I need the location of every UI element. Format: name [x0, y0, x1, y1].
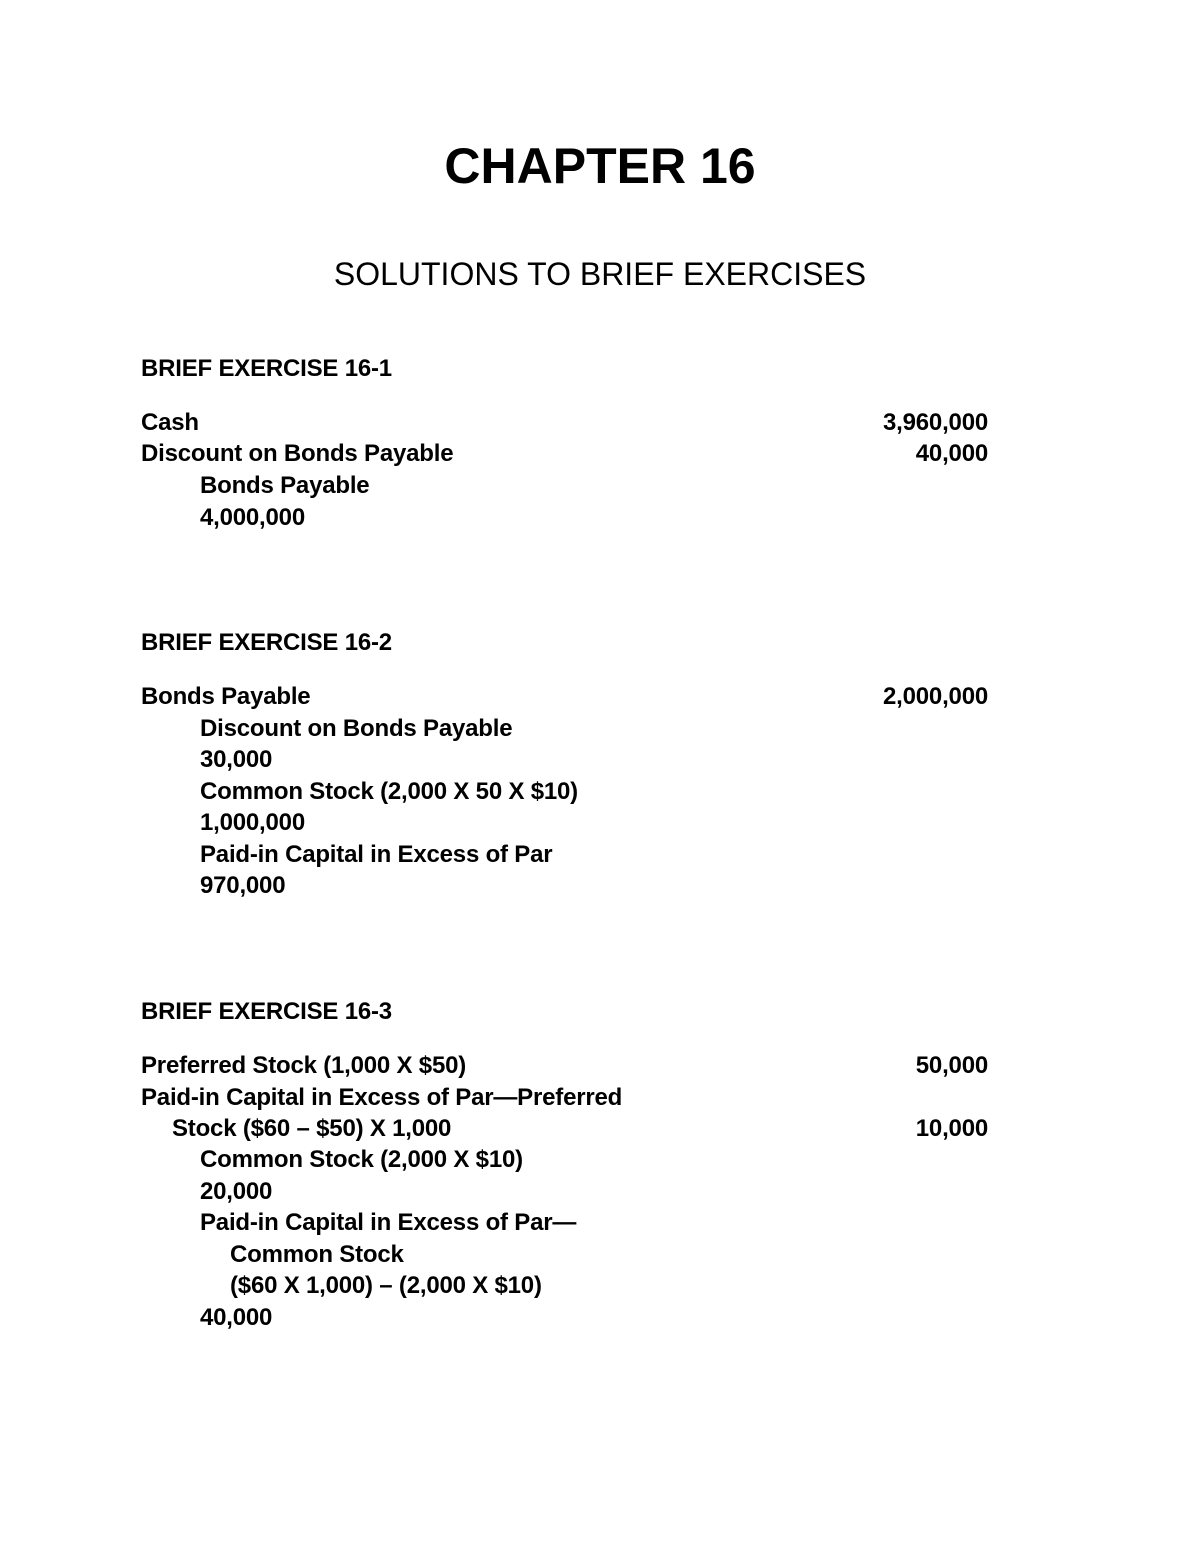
- entry-account: Paid-in Capital in Excess of Par—Preferred: [141, 1084, 623, 1111]
- credit-amount: 40,000: [200, 1304, 273, 1331]
- debit-amount: 40,000: [915, 440, 988, 467]
- entry-account: Common Stock (2,000 X $10): [200, 1146, 523, 1173]
- entry-account: Cash: [141, 409, 199, 436]
- credit-amount: 1,000,000: [200, 809, 305, 836]
- exercise-heading: BRIEF EXERCISE 16-2: [141, 629, 392, 656]
- debit-amount: 2,000,000: [883, 683, 988, 710]
- entry-account: Preferred Stock (1,000 X $50): [141, 1052, 467, 1079]
- entry-account: Paid-in Capital in Excess of Par—: [200, 1209, 577, 1236]
- credit-amount: 4,000,000: [200, 504, 305, 531]
- entry-account: Common Stock: [230, 1241, 404, 1268]
- entry-calculation: ($60 X 1,000) – (2,000 X $10): [230, 1272, 542, 1299]
- entry-account: Bonds Payable: [200, 472, 370, 499]
- entry-account: Stock ($60 – $50) X 1,000: [172, 1115, 452, 1142]
- credit-amount: 20,000: [200, 1178, 273, 1205]
- entry-account: Bonds Payable: [141, 683, 311, 710]
- credit-amount: 30,000: [200, 746, 273, 773]
- credit-amount: 970,000: [200, 872, 286, 899]
- debit-amount: 3,960,000: [883, 409, 988, 436]
- exercise-heading: BRIEF EXERCISE 16-1: [141, 355, 392, 382]
- entry-account: Discount on Bonds Payable: [141, 440, 454, 467]
- entry-account: Discount on Bonds Payable: [200, 715, 513, 742]
- entry-account: Common Stock (2,000 X 50 X $10): [200, 778, 578, 805]
- chapter-title: CHAPTER 16: [444, 138, 756, 194]
- entry-account: Paid-in Capital in Excess of Par: [200, 841, 553, 868]
- exercise-heading: BRIEF EXERCISE 16-3: [141, 998, 392, 1025]
- debit-amount: 10,000: [915, 1115, 988, 1142]
- page-subtitle: SOLUTIONS TO BRIEF EXERCISES: [333, 256, 867, 292]
- debit-amount: 50,000: [915, 1052, 988, 1079]
